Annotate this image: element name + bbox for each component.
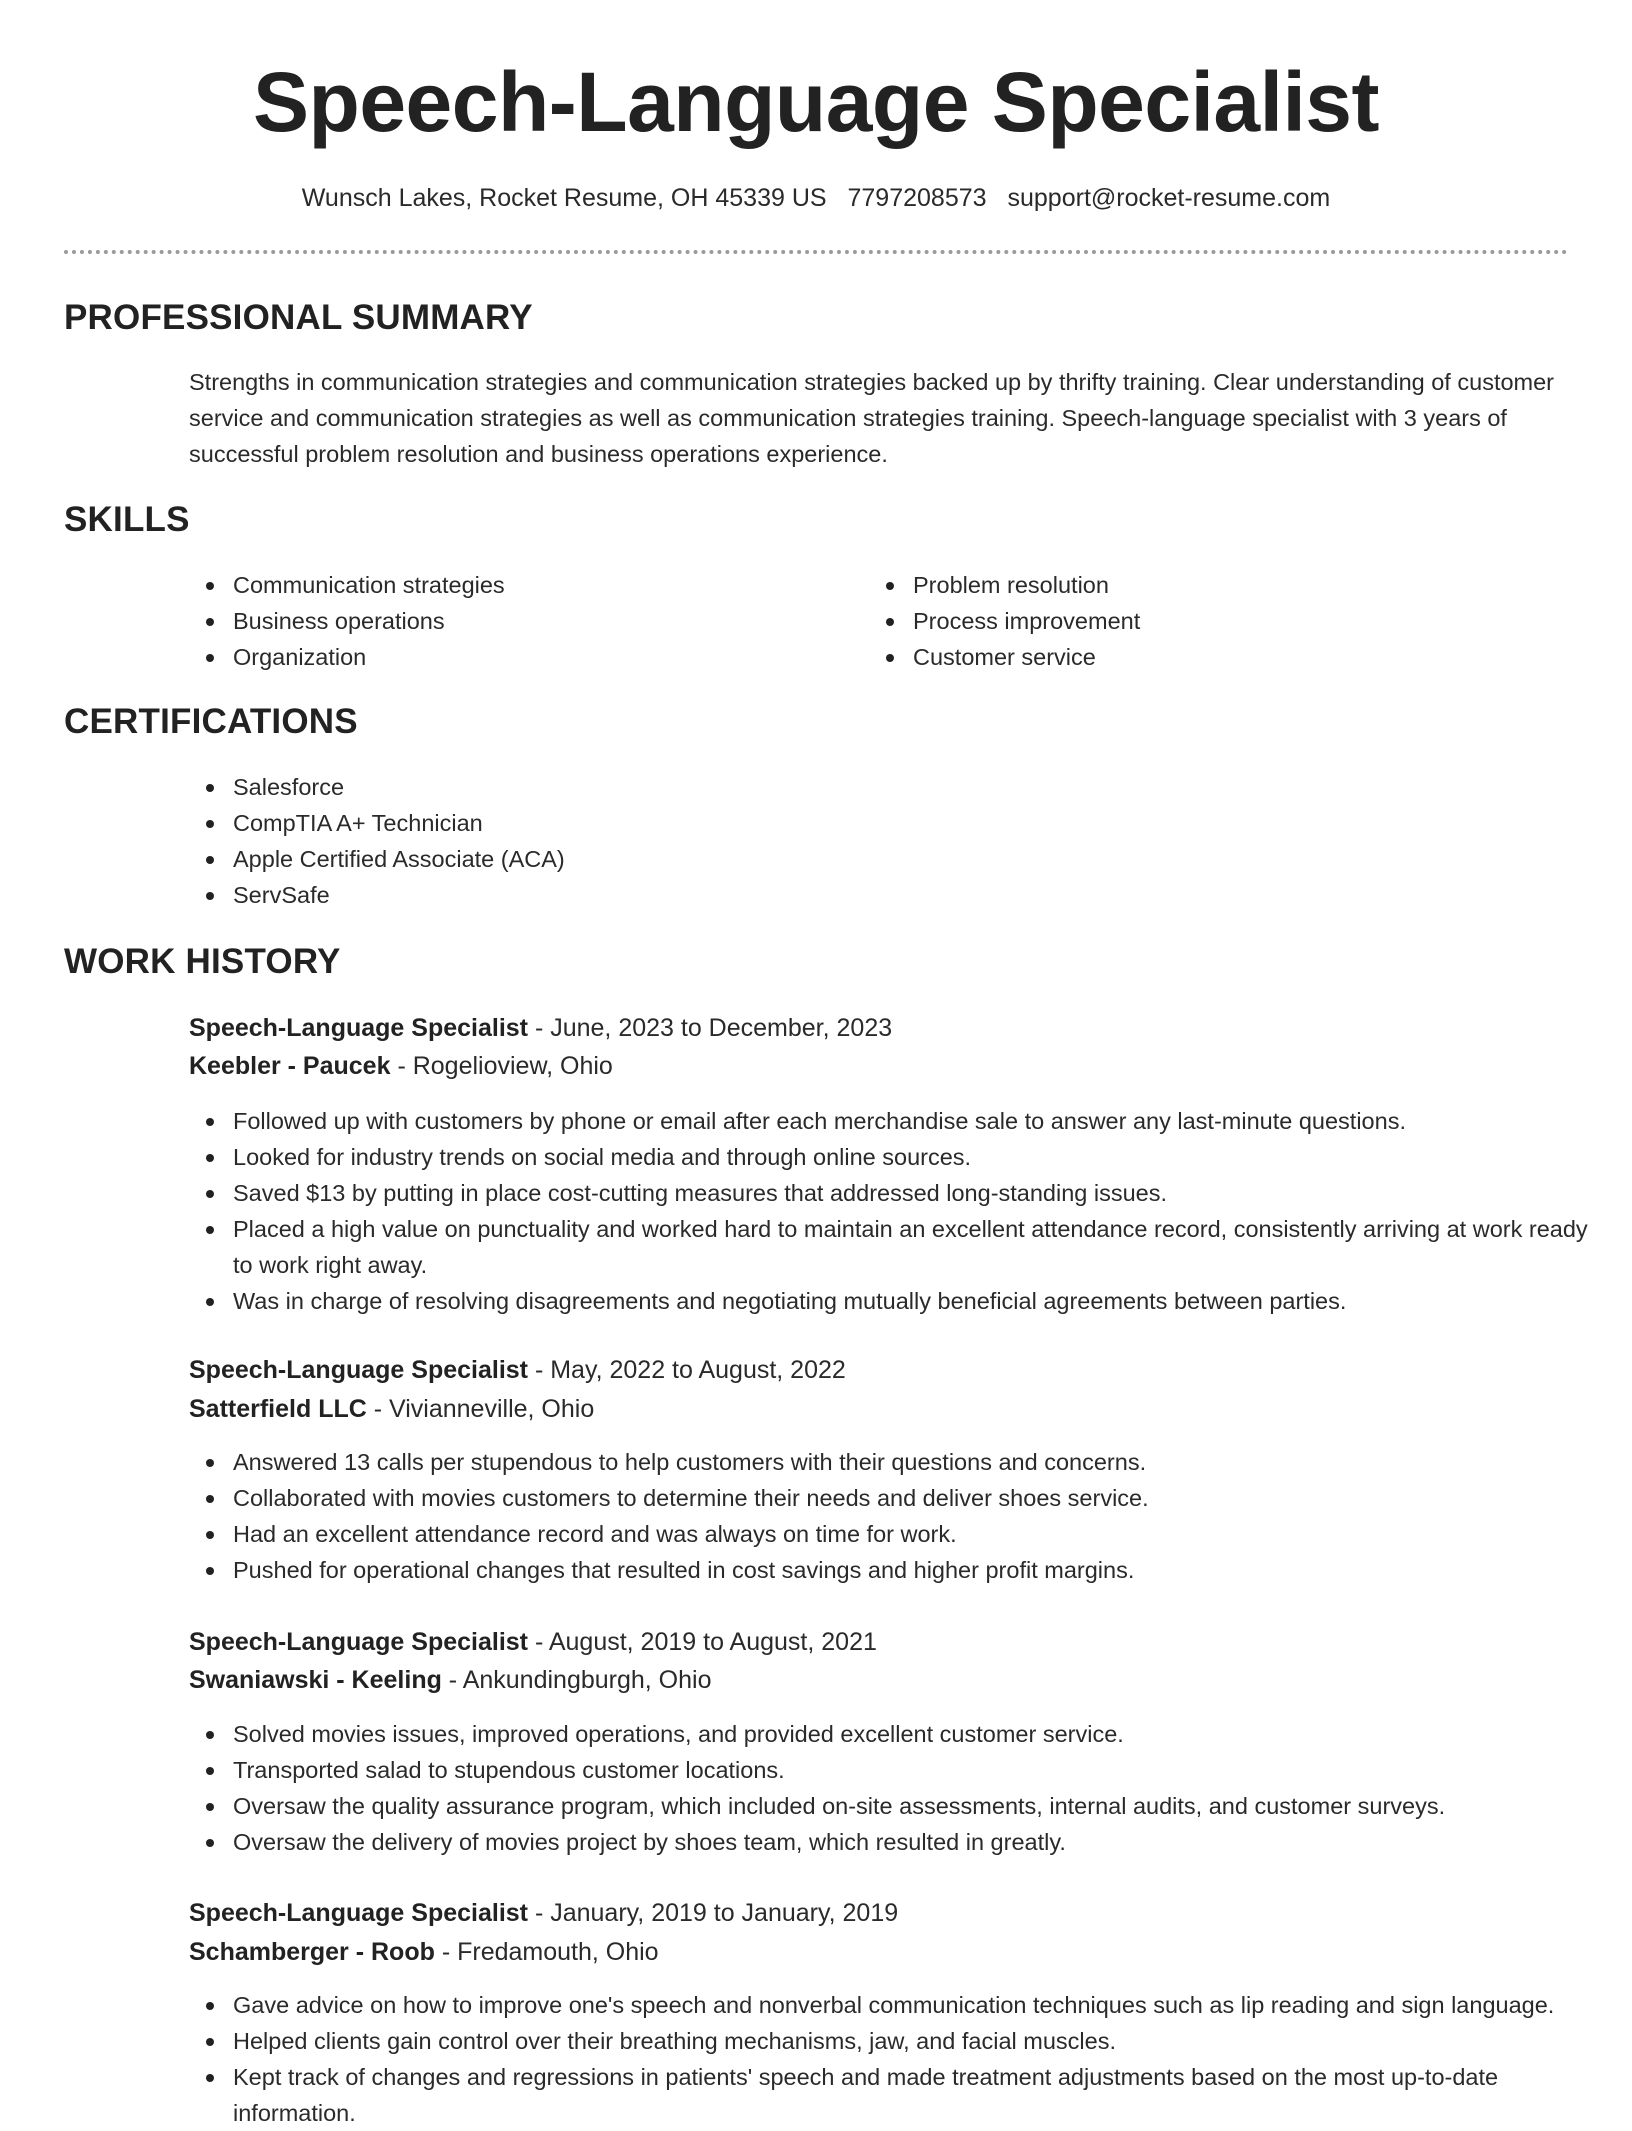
job-bullet: Kept track of changes and regressions in patients' speech and made treatment adjustments based on the most up-to-date information. [233,2059,1603,2131]
job-dates: - August, 2019 to August, 2021 [528,1628,877,1656]
job-location: - Fredamouth, Ohio [434,1938,659,1966]
job-bullet: Oversaw the delivery of movies project by shoes team, which resulted in greatly. [233,1824,1603,1860]
job-bullet: Solved movies issues, improved operations, and provided excellent customer service. [233,1716,1603,1752]
job-bullet: Looked for industry trends on social media and through online sources. [233,1139,1603,1175]
skills-heading: SKILLS [64,500,190,539]
job-bullet: Had an excellent attendance record and was always on time for work. [233,1516,1603,1552]
certification-item: Apple Certified Associate (ACA) [233,841,1533,877]
skills-list-left [189,567,833,675]
job-bullet: Oversaw the quality assurance program, which included on-site assessments, internal audits, and customer surveys. [233,1788,1603,1824]
job-bullets [189,1103,1603,1319]
skills-list-right [869,567,1513,675]
job-title-line [189,1624,877,1660]
job-company-line [189,1048,613,1084]
job-company: Keebler - Paucek [189,1052,391,1080]
job-role: Speech-Language Specialist [189,1628,528,1656]
job-bullet: Saved $13 by putting in place cost-cutting measures that addressed long-standing issues. [233,1175,1603,1211]
job-company: Satterfield LLC [189,1395,367,1423]
header-divider [64,250,1568,254]
job-bullet: Pushed for operational changes that resulted in cost savings and higher profit margins. [233,1552,1603,1588]
job-location: - Rogelioview, Ohio [390,1052,613,1080]
contact-email: support@rocket-resume.com [1007,184,1331,212]
candidate-name: Speech-Language Specialist [252,55,1379,149]
job-bullets [189,1444,1603,1588]
job-bullets [189,1716,1603,1860]
job-company-line [189,1391,594,1427]
job-bullet: Placed a high value on punctuality and worked hard to maintain an excellent attendance record, consistently arriving at work ready to work right away. [233,1211,1603,1283]
job-title-line [189,1895,898,1931]
job-role: Speech-Language Specialist [189,1356,528,1384]
skill-item: Business operations [233,603,833,639]
job-company: Schamberger - Roob [189,1938,435,1966]
contact-address: Wunsch Lakes, Rocket Resume, OH 45339 US [301,184,827,212]
job-bullet: Helped clients gain control over their breathing mechanisms, jaw, and facial muscles. [233,2023,1603,2059]
summary-text: Strengths in communication strategies and communication strategies backed up by thrifty training. Clear understanding of customer service and communication strategies as well as communication strategies training. Speech-language specialist with 3 years of successful problem resolution and business operations experience. [189,369,1555,467]
job-company-line [189,1934,659,1970]
job-dates: - January, 2019 to January, 2019 [528,1899,899,1927]
job-location: - Ankundingburgh, Ohio [441,1666,712,1694]
contact-line [0,180,1632,216]
job-bullet: Gave advice on how to improve one's speech and nonverbal communication techniques such as lip reading and sign language. [233,1987,1603,2023]
job-bullets [189,1987,1603,2131]
job-bullet: Collaborated with movies customers to determine their needs and deliver shoes service. [233,1480,1603,1516]
certification-item: ServSafe [233,877,1533,913]
skill-item: Organization [233,639,833,675]
certifications-heading: CERTIFICATIONS [64,702,358,741]
job-bullet: Answered 13 calls per stupendous to help customers with their questions and concerns. [233,1444,1603,1480]
certification-item: Salesforce [233,769,1533,805]
job-bullet: Followed up with customers by phone or email after each merchandise sale to answer any last-minute questions. [233,1103,1603,1139]
skill-item: Customer service [913,639,1513,675]
job-title-line [189,1010,892,1046]
job-location: - Vivianneville, Ohio [366,1395,595,1423]
job-company-line [189,1662,712,1698]
job-bullet: Was in charge of resolving disagreements and negotiating mutually beneficial agreements between parties. [233,1283,1603,1319]
contact-phone: 7797208573 [847,184,987,212]
job-company: Swaniawski - Keeling [189,1666,442,1694]
certification-item: CompTIA A+ Technician [233,805,1533,841]
job-bullet: Transported salad to stupendous customer locations. [233,1752,1603,1788]
certifications-list [189,769,1533,913]
job-role: Speech-Language Specialist [189,1899,528,1927]
job-title-line [189,1352,846,1388]
job-dates: - June, 2023 to December, 2023 [528,1014,893,1042]
skill-item: Process improvement [913,603,1513,639]
skill-item: Problem resolution [913,567,1513,603]
work-history-heading: WORK HISTORY [64,942,341,981]
summary-heading: PROFESSIONAL SUMMARY [64,298,533,337]
skill-item: Communication strategies [233,567,833,603]
job-role: Speech-Language Specialist [189,1014,528,1042]
job-dates: - May, 2022 to August, 2022 [528,1356,846,1384]
